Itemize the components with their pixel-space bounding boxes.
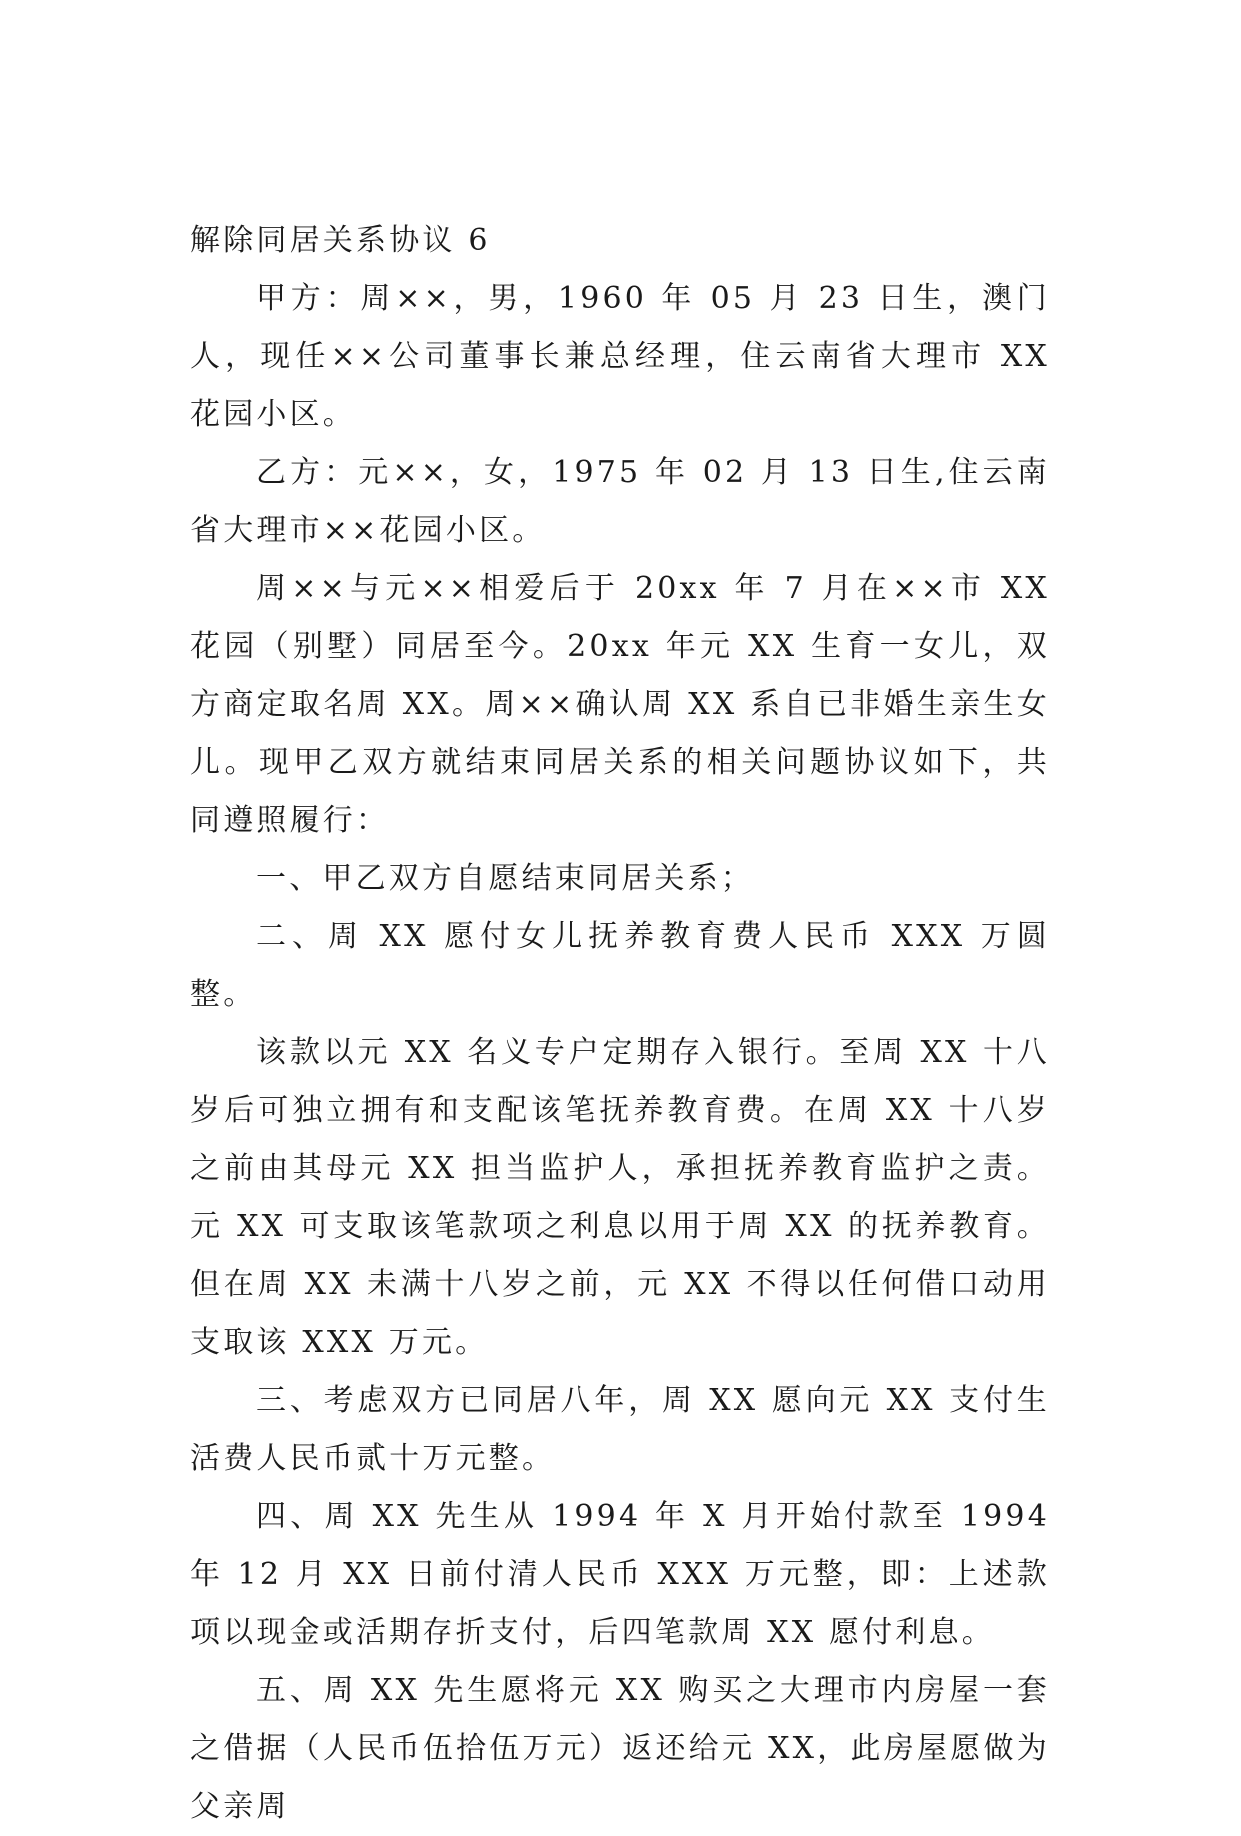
paragraph-clause-3: 三、考虑双方已同居八年，周 XX 愿向元 XX 支付生活费人民币贰十万元整。 — [190, 1383, 1050, 1476]
paragraph-clause-2-detail: 该款以元 XX 名义专户定期存入银行。至周 XX 十八岁后可独立拥有和支配该笔抚养教育费。在周 XX 十八岁之前由其母元 XX 担当监护人，承担抚养教育监护之责。元 XX 可支取该笔款项之利息以用于周 XX 的抚养教育。但在周 XX 未满十八岁之前，元 XX 不得以任何借口动用支取该 XXX 万元。 — [190, 1035, 1050, 1360]
paragraph-clause-2: 二、周 XX 愿付女儿抚养教育费人民币 XXX 万圆整。 — [190, 919, 1050, 1012]
paragraph-clause-5: 五、周 XX 先生愿将元 XX 购买之大理市内房屋一套之借据（人民币伍拾伍万元）返还给元 XX，此房屋愿做为父亲周 — [190, 1673, 1050, 1824]
document-title: 解除同居关系协议 6 — [190, 223, 491, 258]
paragraph-party-b: 乙方：元××，女，1975 年 02 月 13 日生,住云南省大理市××花园小区。 — [190, 455, 1050, 548]
paragraph-party-a: 甲方：周××，男，1960 年 05 月 23 日生，澳门人，现任××公司董事长兼总经理，住云南省大理市 XX 花园小区。 — [190, 281, 1050, 432]
paragraph-clause-1: 一、甲乙双方自愿结束同居关系； — [256, 861, 754, 896]
document-body — [190, 212, 1050, 1836]
paragraph-background: 周××与元××相爱后于 20xx 年 7 月在××市 XX 花园（别墅）同居至今。20xx 年元 XX 生育一女儿，双方商定取名周 XX。周××确认周 XX 系自已非婚生亲生女儿。现甲乙双方就结束同居关系的相关问题协议如下，共同遵照履行： — [190, 571, 1050, 838]
paragraph-clause-4: 四、周 XX 先生从 1994 年 X 月开始付款至 1994 年 12 月 XX 日前付清人民币 XXX 万元整，即：上述款项以现金或活期存折支付，后四笔款周 XX 愿付利息。 — [190, 1499, 1050, 1650]
